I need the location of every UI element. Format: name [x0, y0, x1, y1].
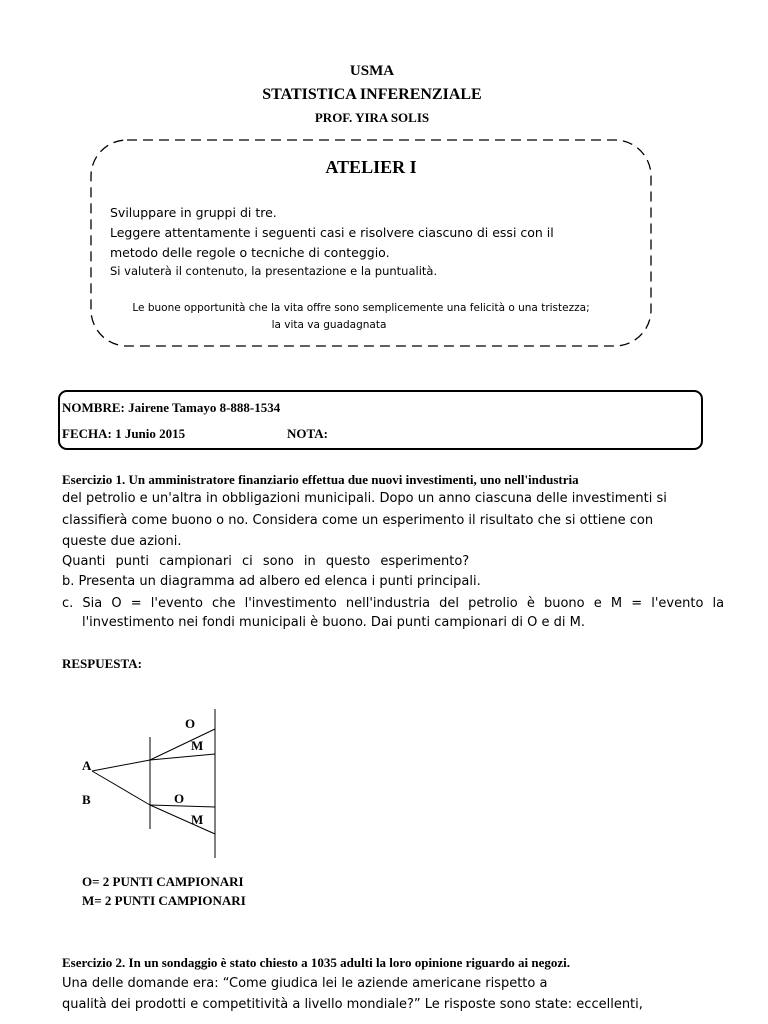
quote-line: Le buone opportunità che la vita offre sono semplicemente una felicità o una tristezza; [132, 302, 590, 314]
instruction-line: metodo delle regole o tecniche di conteggio. [110, 245, 390, 260]
exercise-2-text: qualità dei prodotti e competitività a livello mondiale?” Le risposte sono state: eccellenti, [62, 997, 643, 1012]
instruction-line: Leggere attentamente i seguenti casi e risolvere ciascuno di essi con il [110, 225, 554, 240]
node-label-m-top: M [191, 738, 204, 753]
node-label-m-bottom: M [191, 812, 204, 827]
exercise-1-text: del petrolio e un'altra in obbligazioni municipali. Dopo un anno ciascuna delle investimenti si [62, 491, 667, 506]
exercise-2-text: Una delle domande era: “Come giudica lei le aziende americane rispetto a [62, 976, 548, 991]
date-field: FECHA: 1 Junio 2015 [62, 426, 186, 441]
instruction-line: Sviluppare in gruppi di tre. [110, 205, 277, 220]
question-a: Quanti punti campionari ci sono in questo esperimento? [62, 554, 470, 569]
exercise-1-text: classifierà come buono o no. Considera come un esperimento il risultato che si ottiene con [62, 513, 654, 528]
result-m: M= 2 PUNTI CAMPIONARI [82, 893, 246, 908]
question-c-continued: l'investimento nei fondi municipali è buono. Dai punti campionari di O e di M. [82, 615, 585, 630]
branch-line [150, 805, 215, 834]
node-label-b: B [82, 792, 91, 807]
exercise-1-title: Esercizio 1. Un amministratore finanziario effettua due nuovi investimenti, uno nell'industria [62, 472, 579, 487]
professor-name: PROF. YIRA SOLIS [314, 110, 430, 125]
grade-field: NOTA: [287, 426, 328, 441]
institution-title: USMA [349, 63, 395, 79]
node-label-o-bottom: O [174, 791, 185, 806]
branch-line [92, 760, 150, 771]
question-b: b. Presenta un diagramma ad albero ed elenca i punti principali. [62, 574, 481, 589]
question-c: c. Sia O = l'evento che l'investimento nell'industria del petrolio è buono e M = l'evento la [62, 596, 725, 611]
exercise-1-text: queste due azioni. [62, 534, 182, 549]
answer-label: RESPUESTA: [62, 656, 142, 671]
node-label-o-top: O [185, 716, 196, 731]
branch-line [92, 771, 150, 805]
course-title: STATISTICA INFERENZIALE [262, 86, 482, 103]
instruction-line: Si valuterà il contenuto, la presentazione e la puntualità. [110, 264, 438, 278]
atelier-title: ATELIER I [325, 157, 417, 177]
student-name: NOMBRE: Jairene Tamayo 8-888-1534 [62, 400, 281, 415]
quote-line: la vita va guadagnata [271, 319, 387, 331]
node-label-a: A [82, 758, 92, 773]
exercise-2-title: Esercizio 2. In un sondaggio è stato chiesto a 1035 adulti la loro opinione riguardo ai negozi. [62, 955, 570, 970]
result-o: O= 2 PUNTI CAMPIONARI [82, 874, 244, 889]
tree-diagram [78, 705, 238, 865]
